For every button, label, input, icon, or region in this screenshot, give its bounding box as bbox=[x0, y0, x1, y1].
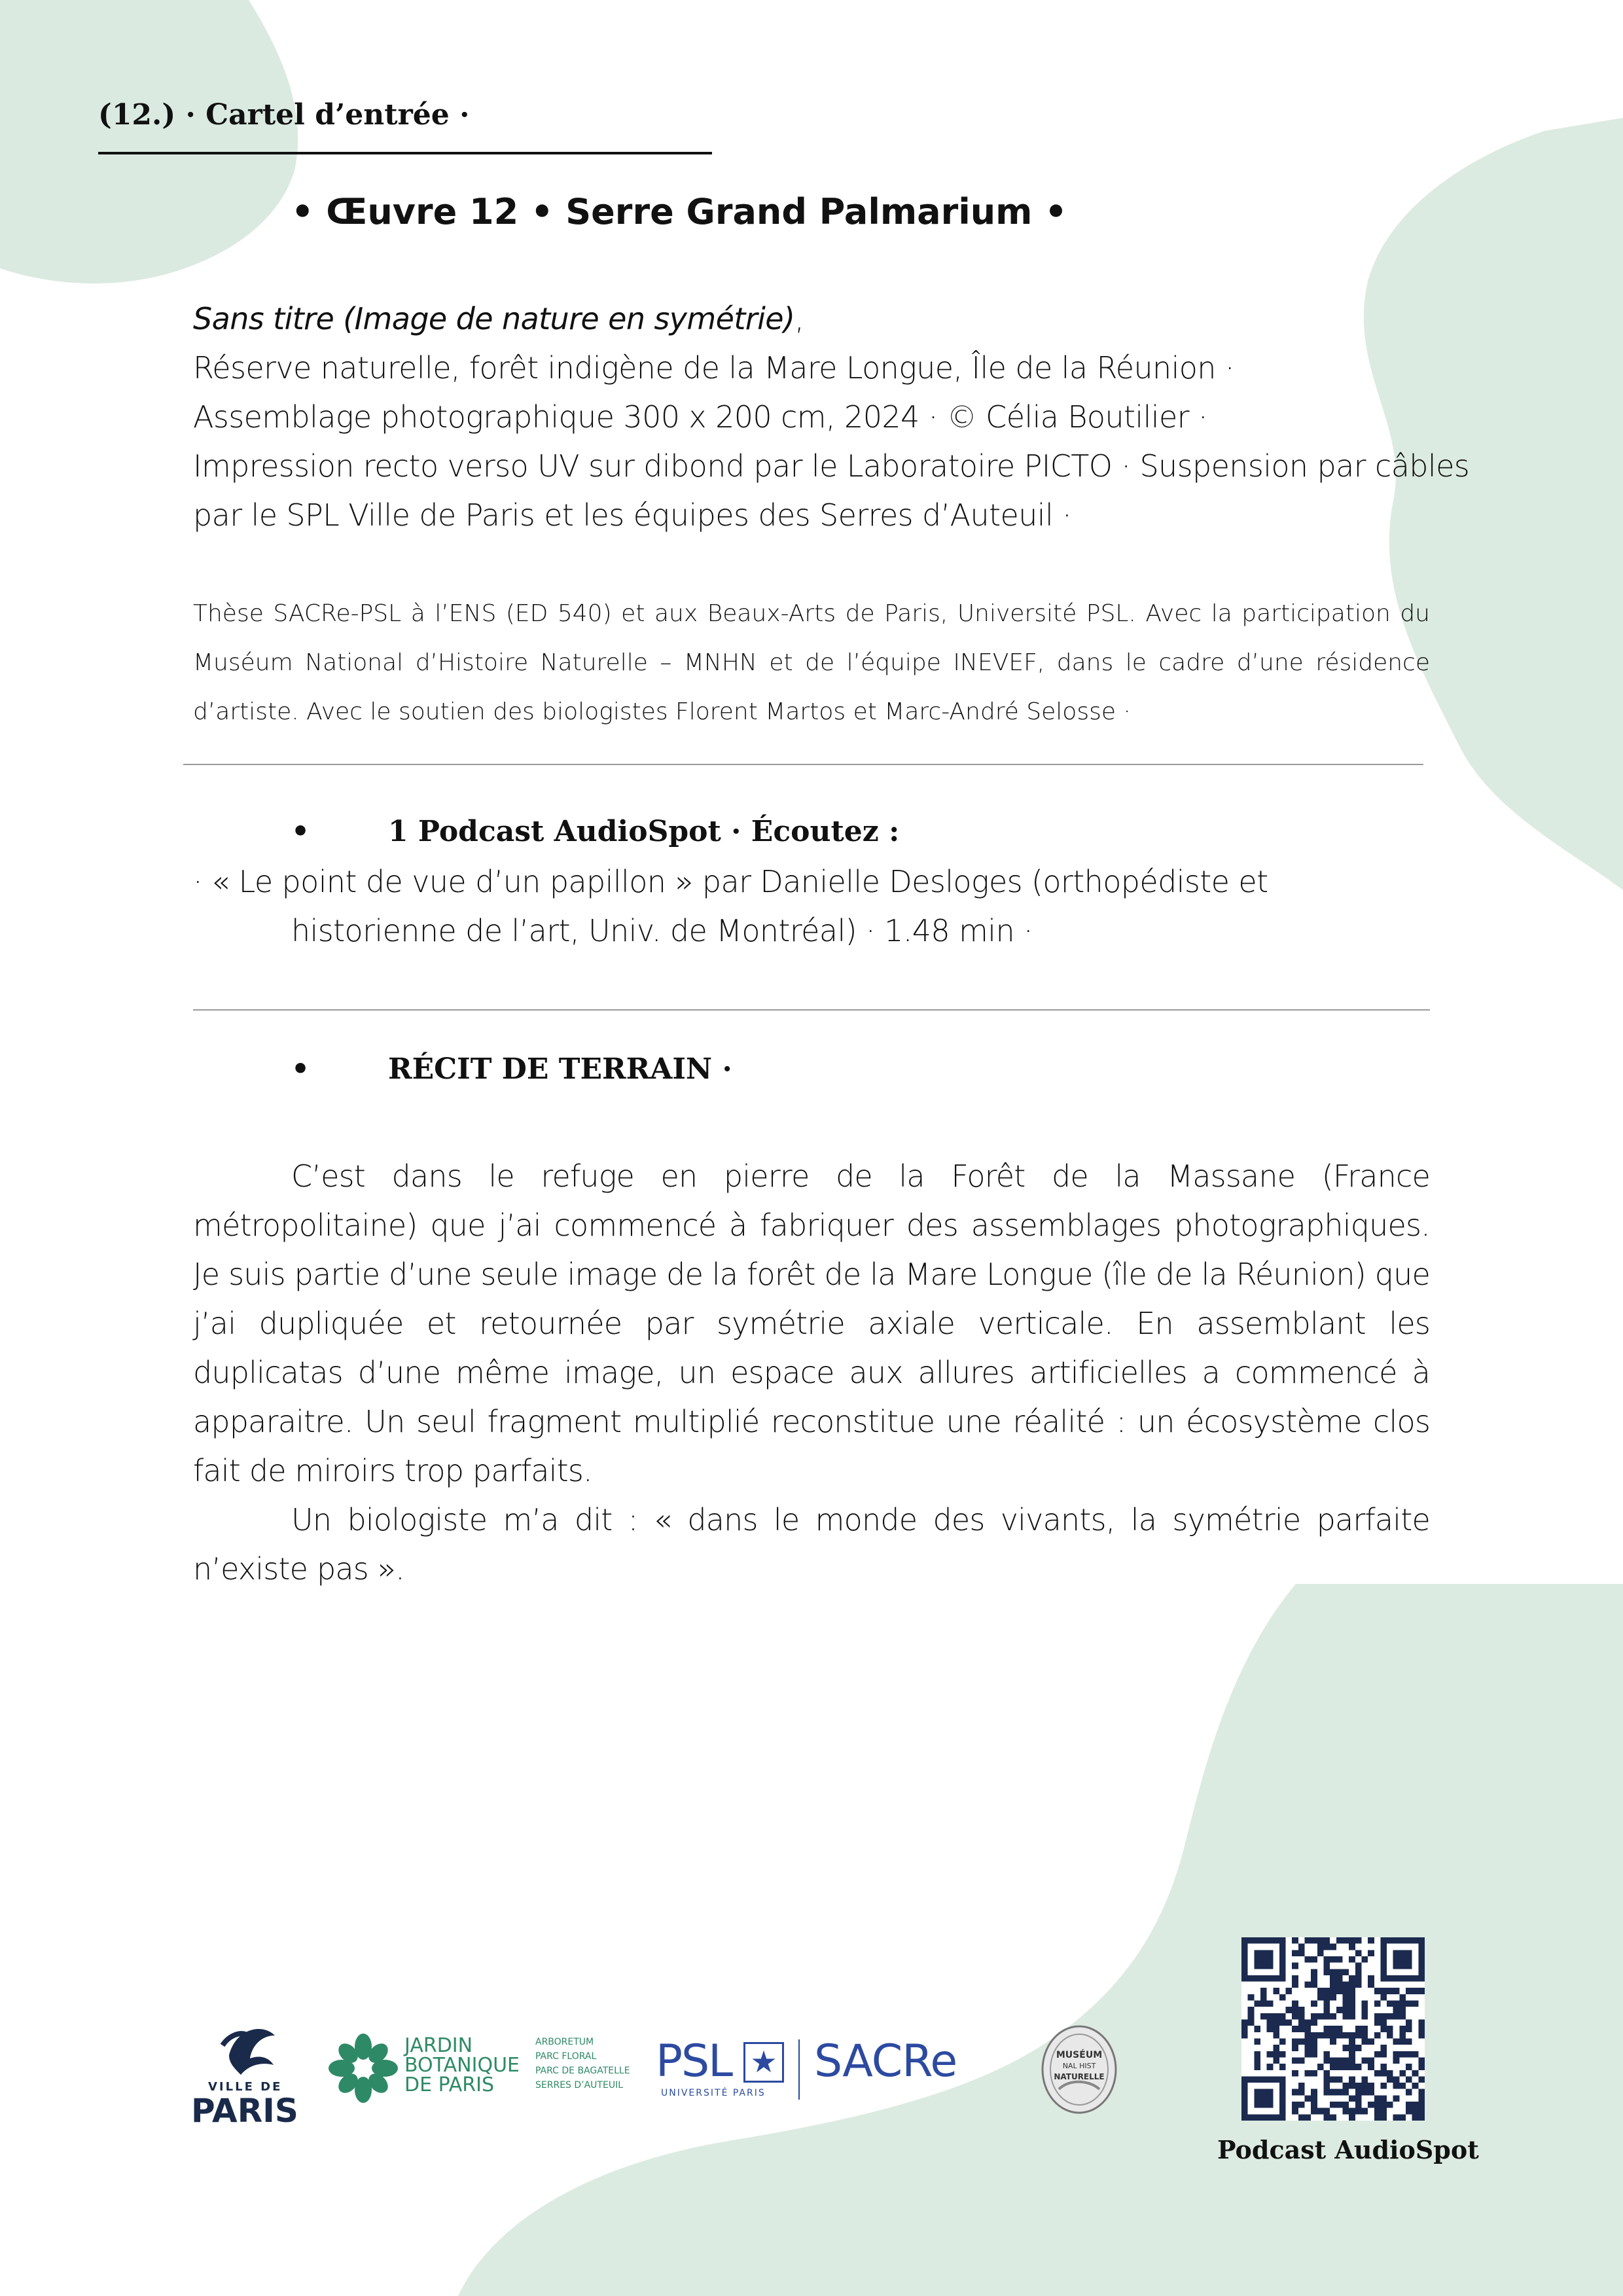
caption-line-1 bbox=[193, 295, 1430, 344]
museum-logo bbox=[1039, 2024, 1119, 2115]
leaf-texture-bottom bbox=[458, 1584, 1623, 2296]
jardin-botanique-logo bbox=[327, 2029, 641, 2114]
flower-icon bbox=[327, 2032, 399, 2104]
qr-code-icon bbox=[1241, 1937, 1425, 2121]
recit-heading-text: RÉCIT DE TERRAIN · bbox=[388, 1052, 732, 1086]
recit-text bbox=[193, 1152, 1430, 1594]
artwork-name: Sans titre (Image de nature en symétrie) bbox=[193, 301, 795, 336]
ville-de-paris-top: VILLE DE bbox=[208, 2080, 283, 2094]
psl-sacre-logo bbox=[656, 2036, 983, 2108]
header-divider bbox=[98, 152, 712, 154]
podcast-heading-text: 1 Podcast AudioSpot · Écoutez : bbox=[388, 815, 900, 848]
ville-de-paris-logo bbox=[190, 2009, 308, 2130]
caption-line-3: Assemblage photographique 300 x 200 cm, 2024 · © Célia Boutilier · bbox=[193, 399, 1208, 435]
jardin-line-1: JARDIN bbox=[404, 2034, 473, 2057]
artwork-title: • Œuvre 12 • Serre Grand Palmarium • bbox=[291, 191, 1067, 232]
museum-bottom: NATURELLE bbox=[1054, 2072, 1105, 2081]
jardin-sub-2: PARC FLORAL bbox=[535, 2051, 597, 2062]
logo-separator bbox=[798, 2039, 800, 2100]
caption-line-4: Impression recto verso UV sur dibond par le Laboratoire PICTO · Suspension par câbles bbox=[193, 448, 1470, 484]
bullet-icon: • bbox=[291, 1052, 310, 1086]
recit-heading bbox=[291, 1052, 1404, 1086]
podcast-item: · « Le point de vue d’un papillon » par Danielle Desloges (orthopédiste et historienne de l’art, Univ. de Montréal) · 1.48 min · bbox=[193, 864, 1268, 948]
star-icon: ★ bbox=[743, 2042, 784, 2083]
museum-mid: NAL HIST bbox=[1062, 2062, 1096, 2070]
jardin-line-2: BOTANIQUE bbox=[404, 2054, 520, 2077]
psl-subtitle: UNIVERSITÉ PARIS bbox=[661, 2088, 766, 2098]
podcast-heading bbox=[291, 815, 1404, 848]
divider-2 bbox=[193, 1009, 1430, 1011]
divider-1 bbox=[183, 764, 1423, 765]
jardin-line-3: DE PARIS bbox=[404, 2073, 495, 2096]
section-label: (12.) · Cartel d’entrée · bbox=[98, 98, 470, 132]
psl-text: PSL bbox=[656, 2036, 732, 2087]
credits-paragraph: Thèse SACRe-PSL à l’ENS (ED 540) et aux Beaux-Arts de Paris, Université PSL. Avec la participation du Muséum National d’Histoire Naturelle – MNHN et de l’équipe INEVEF, dans le cadre d’une résidence d’artiste. Avec le soutien des biologistes Florent Martos et Marc-André Selosse · bbox=[193, 600, 1430, 725]
recit-paragraph-1: C’est dans le refuge en pierre de la Forêt de la Massane (France métropolitaine) que j’ai commencé à fabriquer des assemblages photographiques. Je suis partie d’une seule image de la forêt de la Mare Longue (île de la Réunion) que j’ai dupliquée et retournée par symétrie axiale verticale. En assemblant les duplicatas d’une même image, un espace aux allures artificielles a commencé à apparaitre. Un seul fragment multiplié reconstitue une réalité : un écosystème clos fait de miroirs trop parfaits. bbox=[193, 1158, 1430, 1488]
qr-code[interactable] bbox=[1241, 1937, 1425, 2121]
jardin-sub-4: SERRES D’AUTEUIL bbox=[535, 2080, 623, 2090]
caption-line-1-suffix: , bbox=[794, 301, 804, 336]
caption-line-5: par le SPL Ville de Paris et les équipes des Serres d’Auteuil · bbox=[193, 497, 1072, 533]
bullet-icon: • bbox=[291, 815, 310, 848]
qr-caption: Podcast AudioSpot bbox=[1217, 2135, 1479, 2164]
leaf-texture-top-left bbox=[0, 0, 340, 301]
ville-de-paris-bottom: PARIS bbox=[191, 2092, 298, 2130]
museum-top: MUSÉUM bbox=[1056, 2050, 1103, 2060]
recit-paragraph-2: Un biologiste m’a dit : « dans le monde des vivants, la symétrie parfaite n’existe pas ». bbox=[193, 1502, 1430, 1587]
jardin-sub-3: PARC DE BAGATELLE bbox=[535, 2066, 630, 2076]
sacre-text: SACRe bbox=[814, 2036, 957, 2087]
caption-line-2: Réserve naturelle, forêt indigène de la Mare Longue, Île de la Réunion · bbox=[193, 350, 1234, 386]
artwork-caption bbox=[193, 295, 1470, 540]
jardin-sub-1: ARBORETUM bbox=[535, 2037, 594, 2047]
